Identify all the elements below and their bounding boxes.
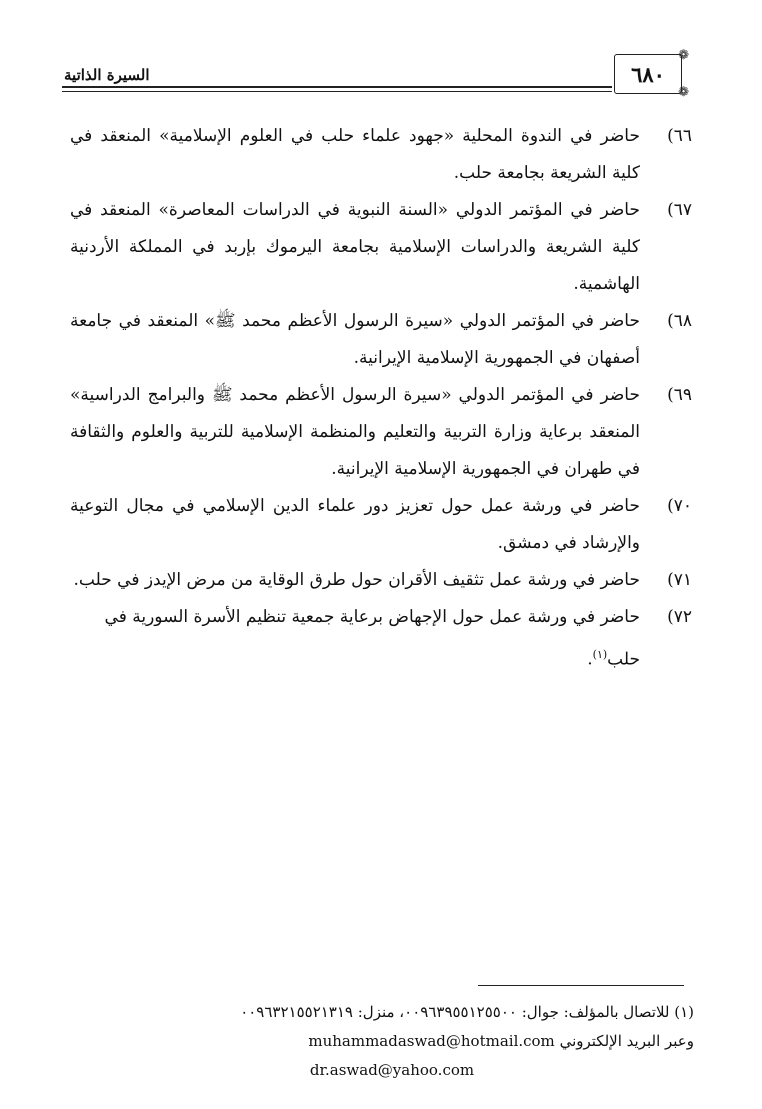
footnote <box>90 998 694 1085</box>
list-item <box>70 377 692 488</box>
list-item <box>70 118 692 192</box>
footnote-email-label: وعبر البريد الإلكتروني <box>559 1032 694 1050</box>
page-number-box <box>614 48 689 100</box>
entry-number: ٦٧) <box>667 200 692 220</box>
entry-text: حاضر في ورشة عمل حول تعزيز دور علماء الدين الإسلامي في مجال التوعية والإرشاد في دمشق. <box>70 496 640 553</box>
ornament-icon: ❁ <box>678 48 689 63</box>
list-item <box>70 562 692 599</box>
page-number: ٦٨٠ <box>631 61 665 87</box>
footnote-separator <box>478 985 684 986</box>
entry-text <box>70 599 640 679</box>
page-header <box>62 48 689 100</box>
entry-text: حاضر في ورشة عمل تثقيف الأقران حول طرق الوقاية من مرض الإيدز في حلب. <box>73 570 640 590</box>
running-title: السيرة الذاتية <box>64 66 150 84</box>
header-rule-thin <box>62 91 612 92</box>
entry-number: ٦٩) <box>667 385 692 405</box>
entry-text-tail: . <box>587 649 593 670</box>
entry-number: ٦٦) <box>667 126 692 146</box>
entries-list <box>70 118 692 679</box>
entry-number: ٧١) <box>667 570 692 590</box>
list-item <box>70 599 692 679</box>
email-link[interactable]: muhammadaswad@hotmail.com <box>308 1032 555 1050</box>
footnote-email-line <box>90 1027 694 1056</box>
entry-text: حاضر في المؤتمر الدولي «سيرة الرسول الأعظم محمد ﷺ والبرامج الدراسية» المنعقد برعاية وزارة التربية والتعليم والمنظمة الإسلامية للتربية والعلوم والثقافة في طهران في الجمهورية الإسلامية الإيرانية. <box>70 385 640 479</box>
list-item <box>70 303 692 377</box>
footnote-contact-line: (١) للاتصال بالمؤلف: جوال: ٠٠٩٦٣٩٥٥١٢٥٥٠٠، منزل: ٠٠٩٦٣٢١٥٥٢١٣١٩ <box>240 1003 694 1021</box>
header-rule-thick <box>62 86 612 88</box>
entry-number: ٧٠) <box>667 496 692 516</box>
entry-text-body: حاضر في ورشة عمل حول الإجهاض برعاية جمعية تنظيم الأسرة السورية في حلب <box>104 607 640 670</box>
entry-text: حاضر في الندوة المحلية «جهود علماء حلب في العلوم الإسلامية» المنعقد في كلية الشريعة بجامعة حلب. <box>70 126 640 183</box>
entry-number: ٧٢) <box>667 607 692 627</box>
entry-number: ٦٨) <box>667 311 692 331</box>
email-link[interactable]: dr.aswad@yahoo.com <box>309 1061 475 1079</box>
entry-text: حاضر في المؤتمر الدولي «السنة النبوية في الدراسات المعاصرة» المنعقد في كلية الشريعة والدراسات الإسلامية بجامعة اليرموك بإربد في المملكة الأردنية الهاشمية. <box>70 200 640 294</box>
list-item <box>70 488 692 562</box>
footnote-ref[interactable]: (١) <box>592 648 608 661</box>
entry-text: حاضر في المؤتمر الدولي «سيرة الرسول الأعظم محمد ﷺ» المنعقد في جامعة أصفهان في الجمهورية الإسلامية الإيرانية. <box>70 311 640 368</box>
list-item <box>70 192 692 303</box>
ornament-icon: ❁ <box>678 85 689 100</box>
